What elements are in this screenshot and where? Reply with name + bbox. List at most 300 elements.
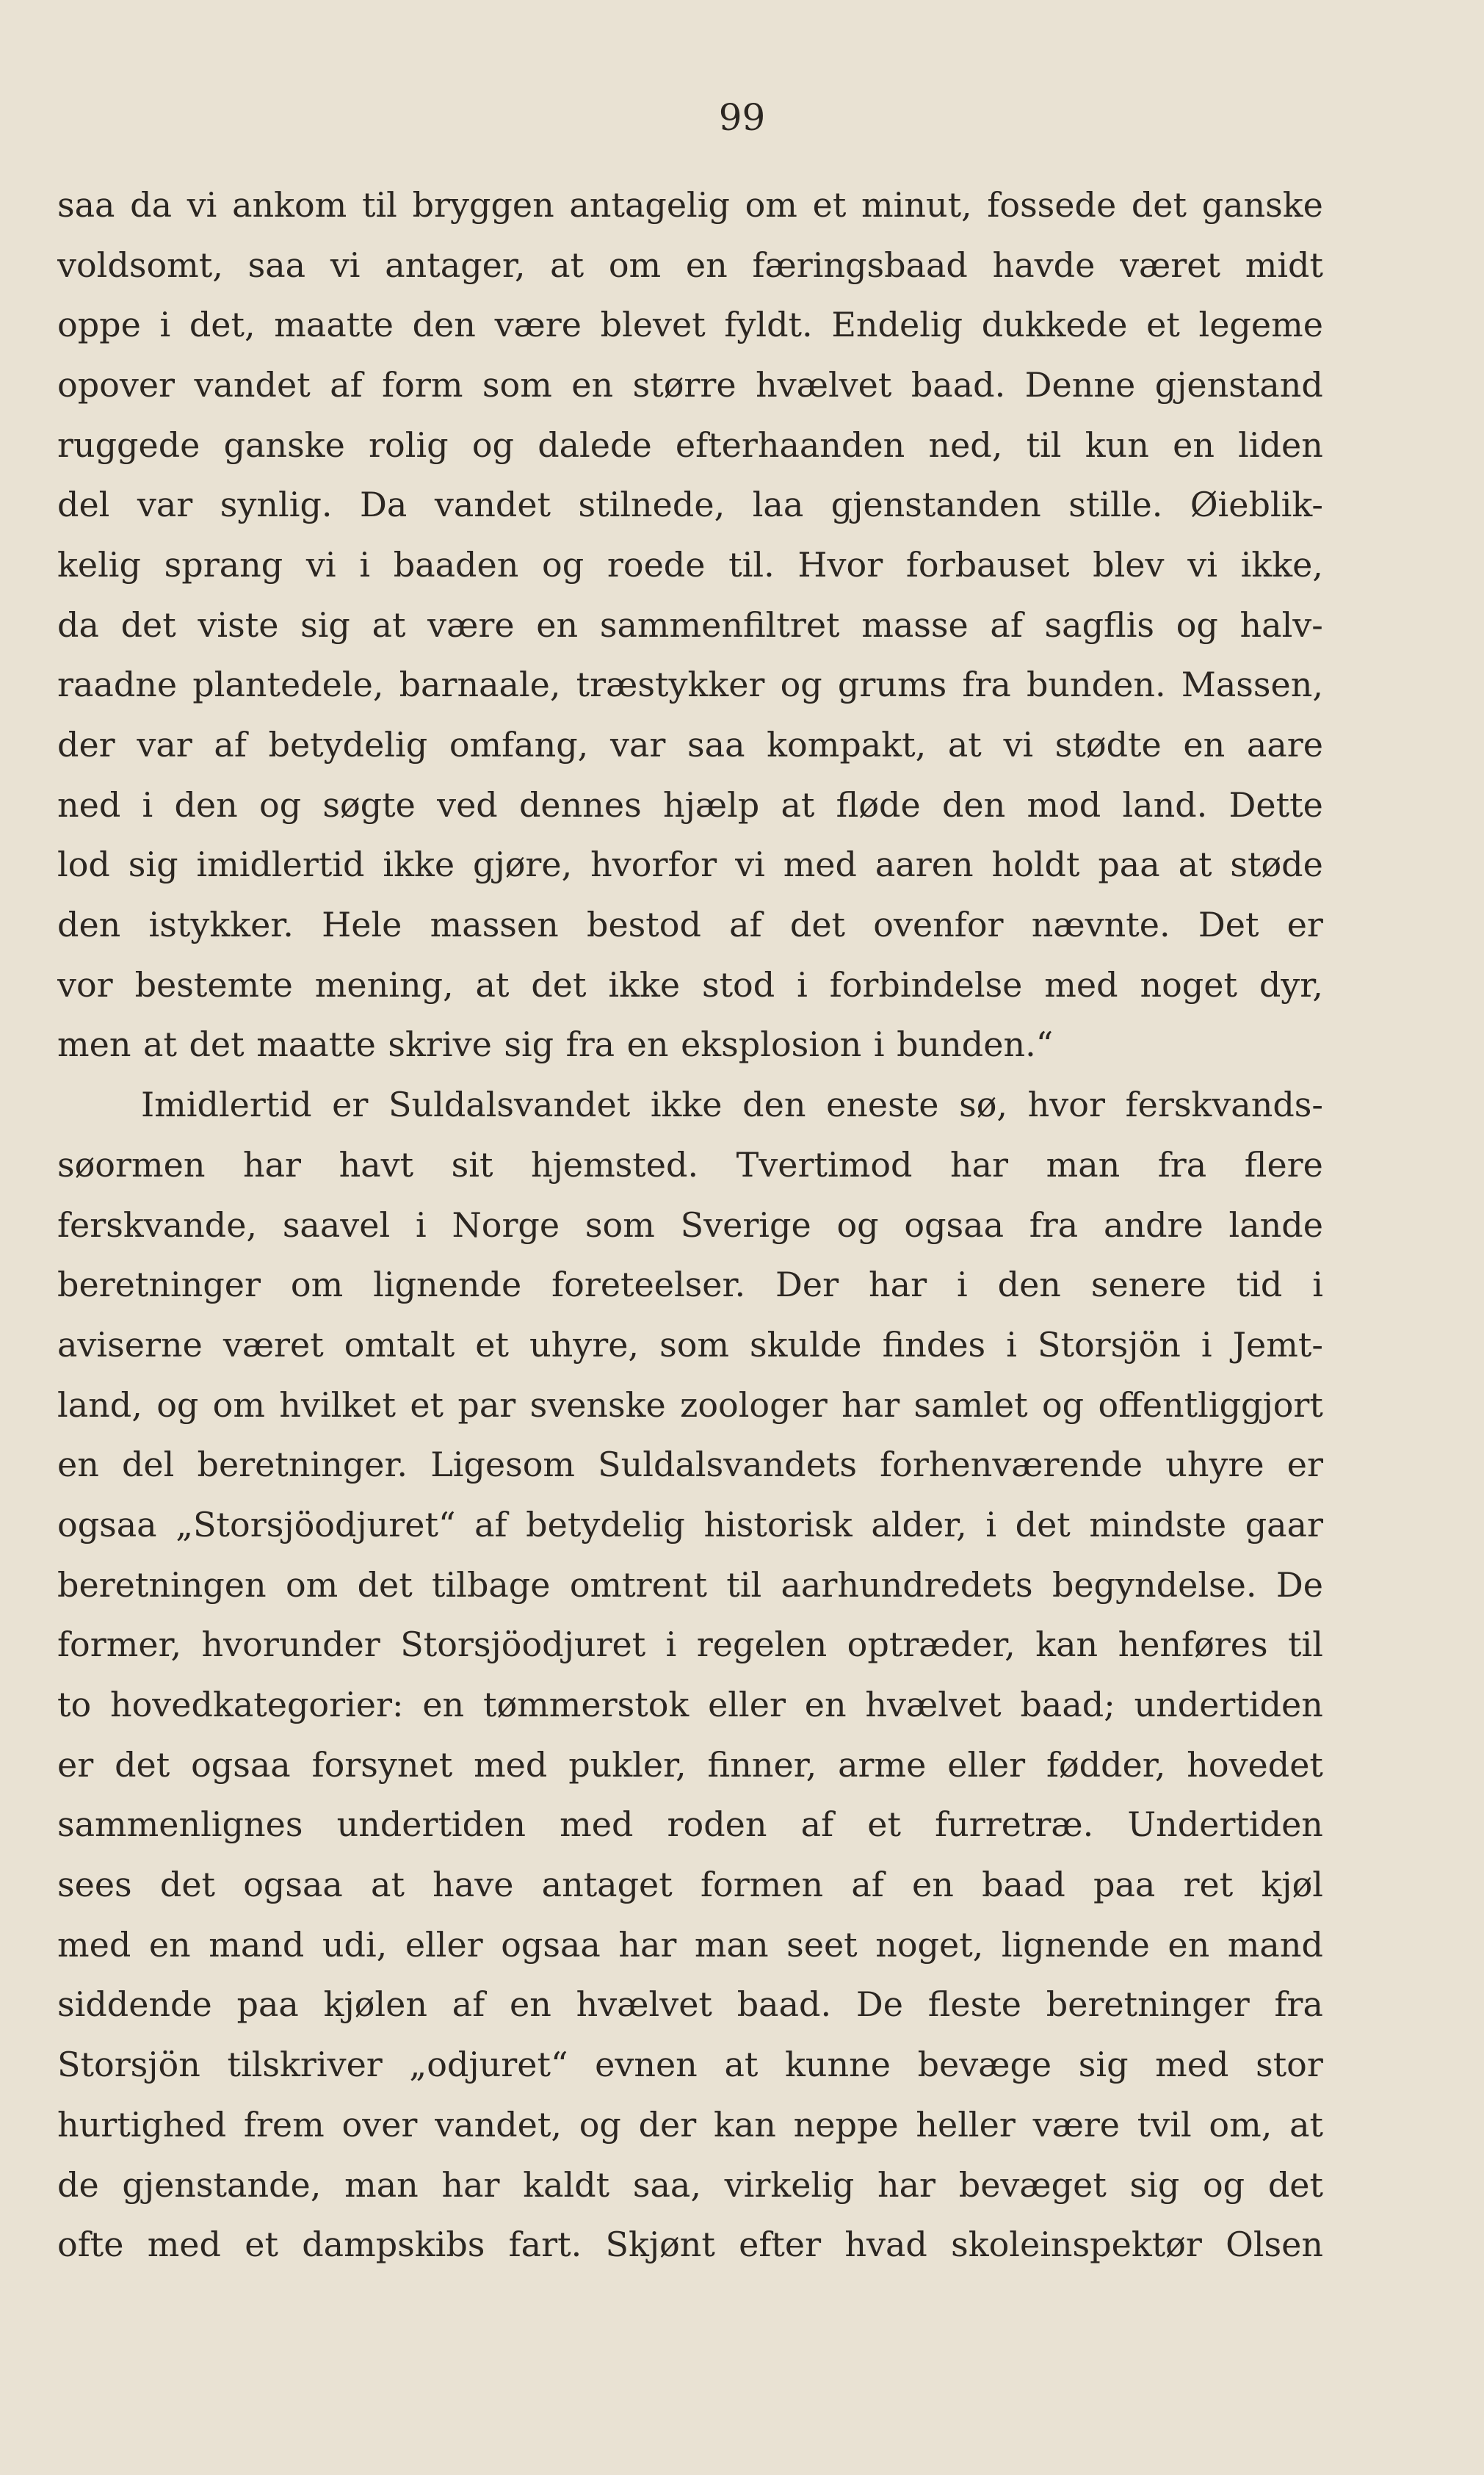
word: eksplosion	[681, 1025, 862, 1065]
word: Storsjön	[1037, 1324, 1181, 1365]
word: om	[290, 1265, 344, 1305]
word: begyndelse.	[1052, 1564, 1257, 1605]
word: det,	[189, 305, 256, 345]
word: være	[427, 604, 515, 645]
word: uhyre	[1165, 1445, 1264, 1485]
word: have	[432, 1865, 514, 1905]
word: alder,	[871, 1504, 967, 1544]
word: ved	[437, 784, 498, 825]
word: og	[836, 1204, 879, 1245]
word: i	[1312, 1265, 1323, 1305]
word: Imidlertid	[141, 1085, 312, 1125]
word: og	[156, 1384, 199, 1425]
word: om	[745, 184, 797, 225]
text-line	[57, 2034, 1323, 2095]
word: Endelig	[831, 305, 963, 345]
word: at	[781, 784, 815, 825]
text-line	[57, 355, 1323, 415]
word: tid	[1236, 1265, 1283, 1305]
word: har	[441, 2164, 500, 2205]
word: furretræ.	[935, 1804, 1094, 1845]
word: at	[475, 964, 510, 1005]
text-line	[57, 1375, 1323, 1435]
word: den	[997, 1265, 1061, 1305]
word: aarhundredets	[781, 1564, 1033, 1605]
word: at	[550, 245, 584, 285]
word: færingsbaad	[752, 245, 968, 285]
word: dampskibs	[302, 2225, 485, 2265]
word: Suldalsvandets	[598, 1445, 858, 1485]
word: Denne	[1024, 364, 1136, 405]
word: uhyre,	[529, 1324, 640, 1365]
word: virkelig	[724, 2164, 855, 2205]
word: dukkede	[981, 305, 1128, 345]
word: ikke	[650, 1085, 723, 1125]
text-line	[57, 1854, 1323, 1915]
word: en	[1183, 725, 1226, 765]
word: beretningen	[57, 1564, 267, 1605]
word: med	[560, 1804, 634, 1845]
word: optræder,	[847, 1625, 1016, 1665]
word: betydelig	[268, 725, 428, 765]
word: der	[57, 725, 115, 765]
word: ikke	[608, 964, 681, 1005]
word: en	[148, 1924, 191, 1965]
word: vi	[187, 184, 217, 225]
word: Der	[775, 1265, 839, 1305]
word: bunden.“	[897, 1025, 1054, 1065]
word: viste	[198, 604, 279, 645]
word: bevæge	[917, 2045, 1052, 2085]
word: træstykker	[576, 665, 765, 705]
word: roden	[667, 1804, 767, 1845]
word: i	[1006, 1324, 1017, 1365]
word: pukler,	[568, 1744, 687, 1785]
word: gjenstanden	[830, 485, 1041, 525]
word: kjøl	[1261, 1865, 1323, 1905]
word: det	[115, 1744, 170, 1785]
word: de	[57, 2164, 99, 2205]
word: beretninger.	[197, 1445, 408, 1485]
text-line	[57, 235, 1323, 295]
text-line	[57, 835, 1323, 895]
word: fleste	[927, 1984, 1021, 2025]
word: saavel	[282, 1204, 391, 1245]
word: hvad	[844, 2225, 927, 2265]
word: en	[57, 1445, 99, 1485]
word: til	[726, 1564, 762, 1605]
word: i	[665, 1625, 677, 1665]
text-line	[57, 295, 1323, 355]
word: Undertiden	[1127, 1804, 1323, 1845]
word: kan	[714, 2104, 776, 2145]
word: en	[1173, 424, 1215, 465]
word: er	[57, 1744, 94, 1785]
word: og	[579, 2104, 621, 2145]
word: aviserne	[57, 1324, 203, 1365]
text-line	[57, 175, 1323, 235]
word: til	[1026, 424, 1062, 465]
word: hvælvet	[576, 1984, 712, 2025]
word: del	[57, 485, 110, 525]
word: siddende	[57, 1984, 212, 2025]
word: om	[285, 1564, 339, 1605]
word: fra	[1029, 1204, 1079, 1245]
word: forsynet	[311, 1744, 453, 1785]
word: Suldalsvandet	[388, 1085, 631, 1125]
word: efter	[739, 2225, 822, 2265]
word: det	[1015, 1504, 1071, 1544]
word: det	[789, 905, 846, 945]
text-line	[57, 535, 1323, 595]
word: paa	[1093, 1865, 1156, 1905]
word: det	[189, 1025, 245, 1065]
word: efterhaanden	[675, 424, 905, 465]
word: en	[571, 364, 614, 405]
word: baad.	[736, 1984, 832, 2025]
text-line	[57, 1795, 1323, 1855]
word: sig	[300, 604, 350, 645]
text-line	[57, 595, 1323, 655]
word: fra	[962, 665, 1011, 705]
word: med	[474, 1744, 548, 1785]
word: sig	[1129, 2164, 1180, 2205]
word: tømmerstok	[482, 1685, 689, 1725]
word: et	[475, 1324, 509, 1365]
word: par	[457, 1384, 516, 1425]
word: ofte	[57, 2225, 124, 2265]
word: lande	[1228, 1204, 1323, 1245]
word: De	[855, 1984, 903, 2025]
word: saa	[247, 245, 306, 285]
word: af	[851, 1865, 884, 1905]
word: evnen	[595, 2045, 698, 2085]
word: saa,	[632, 2164, 701, 2205]
text-line	[57, 1315, 1323, 1375]
word: raadne	[57, 665, 178, 705]
word: Det	[1198, 905, 1259, 945]
word: historisk	[703, 1504, 853, 1544]
word: det	[1131, 184, 1187, 225]
text-line	[57, 1434, 1323, 1495]
word: af	[474, 1504, 507, 1544]
word: ganske	[223, 424, 345, 465]
word: former,	[57, 1625, 182, 1665]
word: skoleinspektør	[951, 2225, 1202, 2265]
word: noget,	[875, 1924, 984, 1965]
word: fløde	[836, 784, 921, 825]
word: den	[742, 1085, 806, 1125]
word: ogsaa	[501, 1924, 601, 1965]
word: som	[659, 1324, 730, 1365]
body-text	[57, 175, 1323, 2275]
word: senere	[1090, 1265, 1206, 1305]
word: hjemsted.	[530, 1144, 699, 1185]
word: at	[724, 2045, 759, 2085]
word: hovedet	[1187, 1744, 1323, 1785]
word: samlet	[913, 1384, 1028, 1425]
word: man	[694, 1924, 769, 1965]
word: i	[956, 1265, 968, 1305]
word: dennes	[518, 784, 642, 825]
word: dalede	[538, 424, 652, 465]
word: nævnte.	[1031, 905, 1170, 945]
word: det	[1267, 2164, 1323, 2205]
text-line	[57, 1195, 1323, 1255]
word: istykker.	[148, 905, 294, 945]
word: omtrent	[569, 1564, 707, 1605]
word: ferskvands-	[1125, 1085, 1323, 1125]
word: opover	[57, 364, 175, 405]
text-line	[57, 1975, 1323, 2035]
word: paa	[1098, 845, 1160, 885]
word: hvælvet	[865, 1685, 1002, 1725]
word: havt	[339, 1144, 414, 1185]
word: saa	[687, 725, 745, 765]
page-number: 99	[718, 96, 766, 139]
word: gjenstand	[1154, 364, 1323, 405]
word: imidlertid	[196, 845, 365, 885]
word: bryggen	[412, 184, 554, 225]
word: af	[729, 905, 762, 945]
word: og	[780, 665, 822, 705]
word: land,	[57, 1384, 142, 1425]
word: undertiden	[1134, 1685, 1323, 1725]
word: i	[359, 544, 371, 585]
word: aaren	[875, 845, 974, 885]
word: massen	[430, 905, 559, 945]
word: findes	[882, 1324, 986, 1365]
word: arme	[838, 1744, 927, 1785]
word: skulde	[750, 1324, 862, 1365]
word: støde	[1230, 845, 1323, 885]
word: om	[212, 1384, 265, 1425]
word: sammenfiltret	[599, 604, 840, 645]
word: kaldt	[523, 2164, 610, 2205]
word: af	[800, 1804, 834, 1845]
word: mand	[1227, 1924, 1323, 1965]
word: ogsaa	[191, 1744, 291, 1785]
word: Norge	[452, 1204, 560, 1245]
word: hvælvet	[756, 364, 892, 405]
word: aare	[1246, 725, 1323, 765]
word: masse	[861, 604, 969, 645]
word: omfang,	[449, 725, 589, 765]
word: hovedkategorier:	[109, 1685, 404, 1725]
text-line	[57, 1495, 1323, 1555]
word: fra	[1157, 1144, 1207, 1185]
word: har	[618, 1924, 677, 1965]
word: ogsaa	[57, 1504, 157, 1544]
word: fart.	[508, 2225, 582, 2265]
word: forhenværende	[880, 1445, 1143, 1485]
word: ankom	[232, 184, 347, 225]
word: baaden	[393, 544, 519, 585]
word: om,	[1209, 2104, 1273, 2145]
word: søormen	[57, 1144, 206, 1185]
word: en	[685, 245, 728, 285]
word: større	[632, 364, 736, 405]
word: noget	[1140, 964, 1237, 1005]
word: var	[609, 725, 666, 765]
word: tilskriver	[227, 2045, 383, 2085]
text-line	[57, 895, 1323, 955]
word: baad	[982, 1865, 1065, 1905]
word: der	[638, 2104, 697, 2145]
word: man	[1046, 1144, 1121, 1185]
word: det	[120, 604, 176, 645]
word: i	[1201, 1324, 1212, 1365]
word: eller	[708, 1685, 786, 1725]
word: en	[804, 1685, 847, 1725]
word: da	[57, 604, 99, 645]
word: fra	[565, 1025, 615, 1065]
word: et	[867, 1804, 901, 1845]
word: seet	[786, 1924, 858, 1965]
word: De	[1275, 1564, 1323, 1605]
word: eneste	[826, 1085, 939, 1125]
word: fødder,	[1046, 1744, 1166, 1785]
word: til.	[728, 544, 775, 585]
word: den	[941, 784, 1006, 825]
word: beretninger	[1046, 1984, 1250, 2025]
word: beretninger	[57, 1265, 261, 1305]
word: hvorunder	[201, 1625, 380, 1665]
word: sit	[451, 1144, 493, 1185]
word: en	[1168, 1924, 1210, 1965]
word: vi	[330, 245, 361, 285]
word: og	[1202, 2164, 1245, 2205]
word: antager,	[385, 245, 526, 285]
word: et	[1146, 305, 1180, 345]
word: bunden.	[1026, 665, 1166, 705]
text-line	[57, 1555, 1323, 1615]
word: har	[877, 2164, 936, 2205]
word: heller	[916, 2104, 1016, 2145]
word: ikke,	[1240, 544, 1323, 585]
word: holdt	[991, 845, 1080, 885]
word: finner,	[707, 1744, 817, 1785]
text-line	[57, 1135, 1323, 1195]
word: barnaale,	[399, 665, 561, 705]
word: er	[332, 1085, 369, 1125]
word: ikke	[383, 845, 455, 885]
word: var	[137, 725, 192, 765]
word: en	[510, 1984, 551, 2025]
word: sammenlignes	[57, 1804, 303, 1845]
word: dyr,	[1259, 964, 1323, 1005]
word: foreteelser.	[551, 1265, 746, 1305]
word: Olsen	[1226, 2225, 1323, 2265]
word: synlig.	[220, 485, 333, 525]
word: til	[361, 184, 397, 225]
word: et	[812, 184, 847, 225]
word: plantedele,	[192, 665, 384, 705]
text-line	[57, 775, 1323, 835]
word: lignende	[1001, 1924, 1150, 1965]
word: med	[1155, 2045, 1229, 2085]
word: vi	[1187, 544, 1217, 585]
word: antaget	[541, 1865, 673, 1905]
word: liden	[1238, 424, 1323, 465]
word: gjenstande,	[122, 2164, 322, 2205]
word: kjølen	[323, 1984, 427, 2025]
word: med	[57, 1924, 131, 1965]
word: maatte	[256, 1025, 376, 1065]
word: udi,	[322, 1924, 388, 1965]
word: stille.	[1068, 485, 1163, 525]
word: er	[1286, 1445, 1323, 1485]
word: og	[471, 424, 514, 465]
word: sig	[504, 1025, 554, 1065]
word: saa	[57, 184, 115, 225]
word: ogsaa	[904, 1204, 1004, 1245]
word: af	[330, 364, 363, 405]
word: en	[536, 604, 579, 645]
word: og	[1176, 604, 1218, 645]
word: stilnede,	[578, 485, 725, 525]
word: søgte	[322, 784, 416, 825]
word: stod	[701, 964, 775, 1005]
word: formen	[700, 1865, 824, 1905]
word: i	[142, 784, 153, 825]
word: en	[422, 1685, 465, 1725]
word: lignende	[373, 1265, 522, 1305]
word: henføres	[1118, 1625, 1268, 1665]
word: og	[1041, 1384, 1085, 1425]
word: kompakt,	[767, 725, 927, 765]
word: i	[873, 1025, 885, 1065]
word: til	[1288, 1625, 1323, 1665]
word: i	[797, 964, 808, 1005]
word: at	[947, 725, 982, 765]
word: hvorfor	[590, 845, 717, 885]
word: den	[412, 305, 476, 345]
word: er	[1286, 905, 1323, 945]
word: del	[121, 1445, 175, 1485]
word: et	[245, 2225, 278, 2265]
word: over	[341, 2104, 418, 2145]
word: vandet	[434, 485, 551, 525]
word: gjøre,	[473, 845, 573, 885]
word: det	[159, 1865, 216, 1905]
text-line	[57, 1074, 1323, 1135]
word: maatte	[274, 305, 394, 345]
word: tvil	[1137, 2104, 1192, 2145]
word: skrive	[388, 1025, 492, 1065]
word: at	[143, 1025, 177, 1065]
word: stor	[1256, 2045, 1323, 2085]
word: legeme	[1198, 305, 1323, 345]
word: Ligesom	[430, 1445, 576, 1485]
word: form	[382, 364, 463, 405]
word: Skjønt	[605, 2225, 715, 2265]
word: af	[214, 725, 247, 765]
word: neppe	[793, 2104, 899, 2145]
text-line	[57, 2095, 1323, 2155]
word: sig	[128, 845, 178, 885]
word: regelen	[696, 1625, 828, 1665]
word: i	[985, 1504, 997, 1544]
word: andre	[1104, 1204, 1204, 1245]
word: ogsaa	[243, 1865, 343, 1905]
word: i	[416, 1204, 427, 1245]
word: Storsjöodjuret	[400, 1625, 646, 1665]
word: en	[912, 1865, 954, 1905]
text-line	[57, 474, 1323, 535]
word: med	[147, 2225, 221, 2265]
word: Sverige	[680, 1204, 811, 1245]
